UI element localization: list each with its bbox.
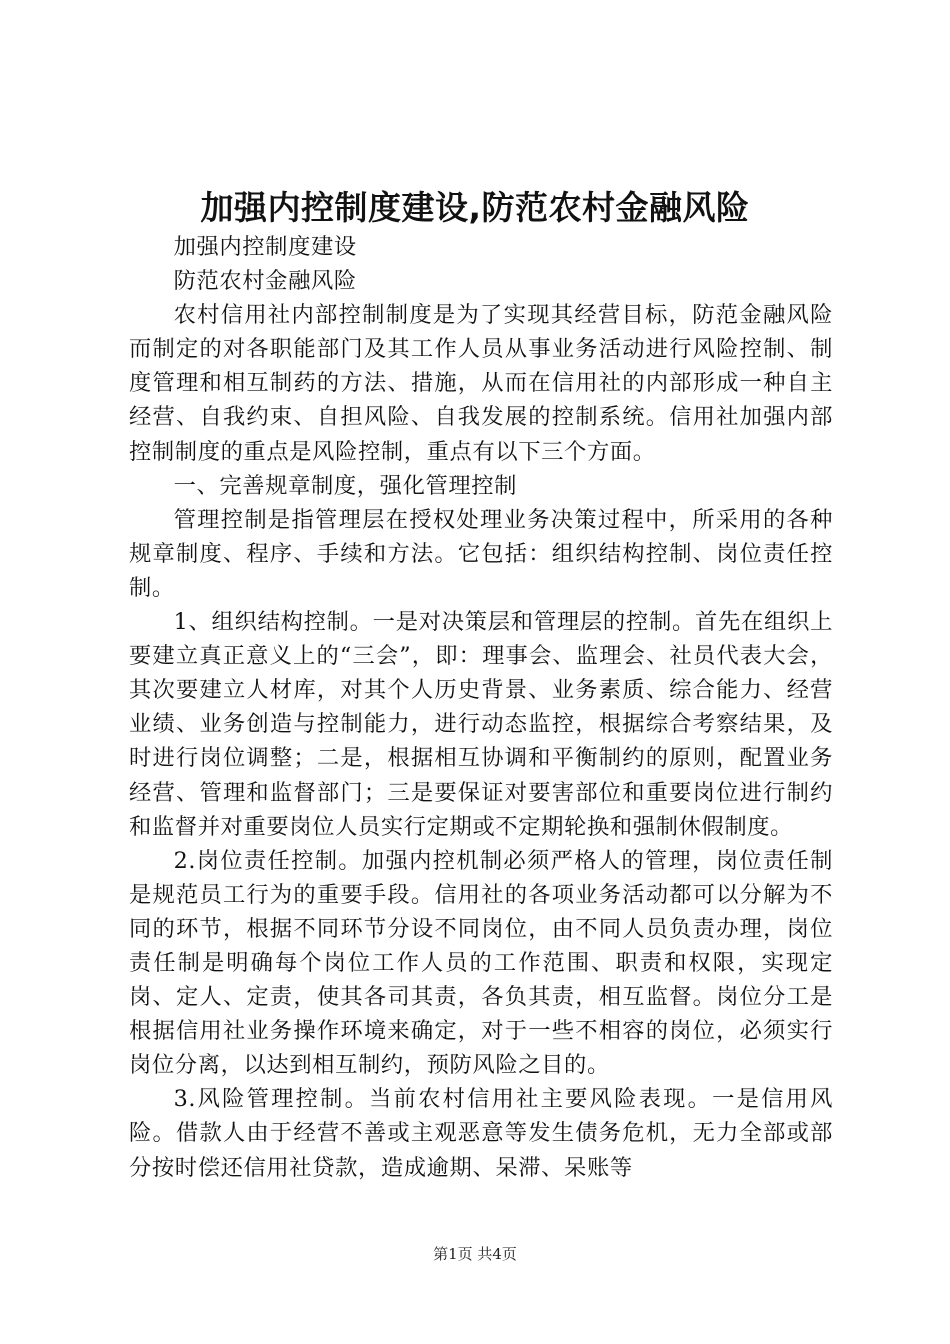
intro-paragraph: 农村信用社内部控制制度是为了实现其经营目标，防范金融风险而制定的对各职能部门及其工作人员从事业务活动进行风险控制、制度管理和相互制药的方法、措施，从而在信用社的内部形成一种自主经营、自我约束、自担风险、自我发展的控制系统。信用社加强内部控制制度的重点是风险控制，重点有以下三个方面。 <box>129 302 833 465</box>
subtitle-line-1: 加强内控制度建设 <box>173 234 357 260</box>
org-structure-paragraph: 1、组织结构控制。一是对决策层和管理层的控制。首先在组织上要建立真正意义上的“三会”，即：理事会、监理会、社员代表大会，其次要建立人材库，对其个人历史背景、业务素质、综合能力、经营业绩、业务创造与控制能力，进行动态监控，根据综合考察结果，及时进行岗位调整；二是，根据相互协调和平衡制约的原则，配置业务经营、管理和监督部门；三是要保证对要害部位和重要岗位进行制约和监督并对重要岗位人员实行定期或不定期轮换和强制休假制度。 <box>129 609 833 840</box>
risk-management-paragraph: 3.风险管理控制。当前农村信用社主要风险表现。一是信用风险。借款人由于经营不善或主观恶意等发生债务危机，无力全部或部分按时偿还信用社贷款，造成逾期、呆滞、呆账等 <box>129 1086 833 1181</box>
subtitle-line-2: 防范农村金融风险 <box>173 268 357 295</box>
document-title: 加强内控制度建设,防范农村金融风险 <box>200 188 750 227</box>
post-responsibility-paragraph: 2.岗位责任控制。加强内控机制必须严格人的管理，岗位责任制是规范员工行为的重要手段。信用社的各项业务活动都可以分解为不同的环节，根据不同环节分设不同岗位，由不同人员负责办理，岗位责任制是明确每个岗位工作人员的工作范围、职责和权限，实现定岗、定人、定责，使其各司其责，各负其责，相互监督。岗位分工是根据信用社业务操作环境来确定，对于一些不相容的岗位，必须实行岗位分离，以达到相互制约，预防风险之目的。 <box>129 847 833 1079</box>
management-control-paragraph: 管理控制是指管理层在授权处理业务决策过程中，所采用的各种规章制度、程序、手续和方法。它包括：组织结构控制、岗位责任控制。 <box>129 506 833 601</box>
section-heading-1: 一、完善规章制度，强化管理控制 <box>173 472 518 499</box>
page-footer: 第1页 共4页 <box>433 1245 517 1263</box>
document-body <box>129 230 833 1185</box>
